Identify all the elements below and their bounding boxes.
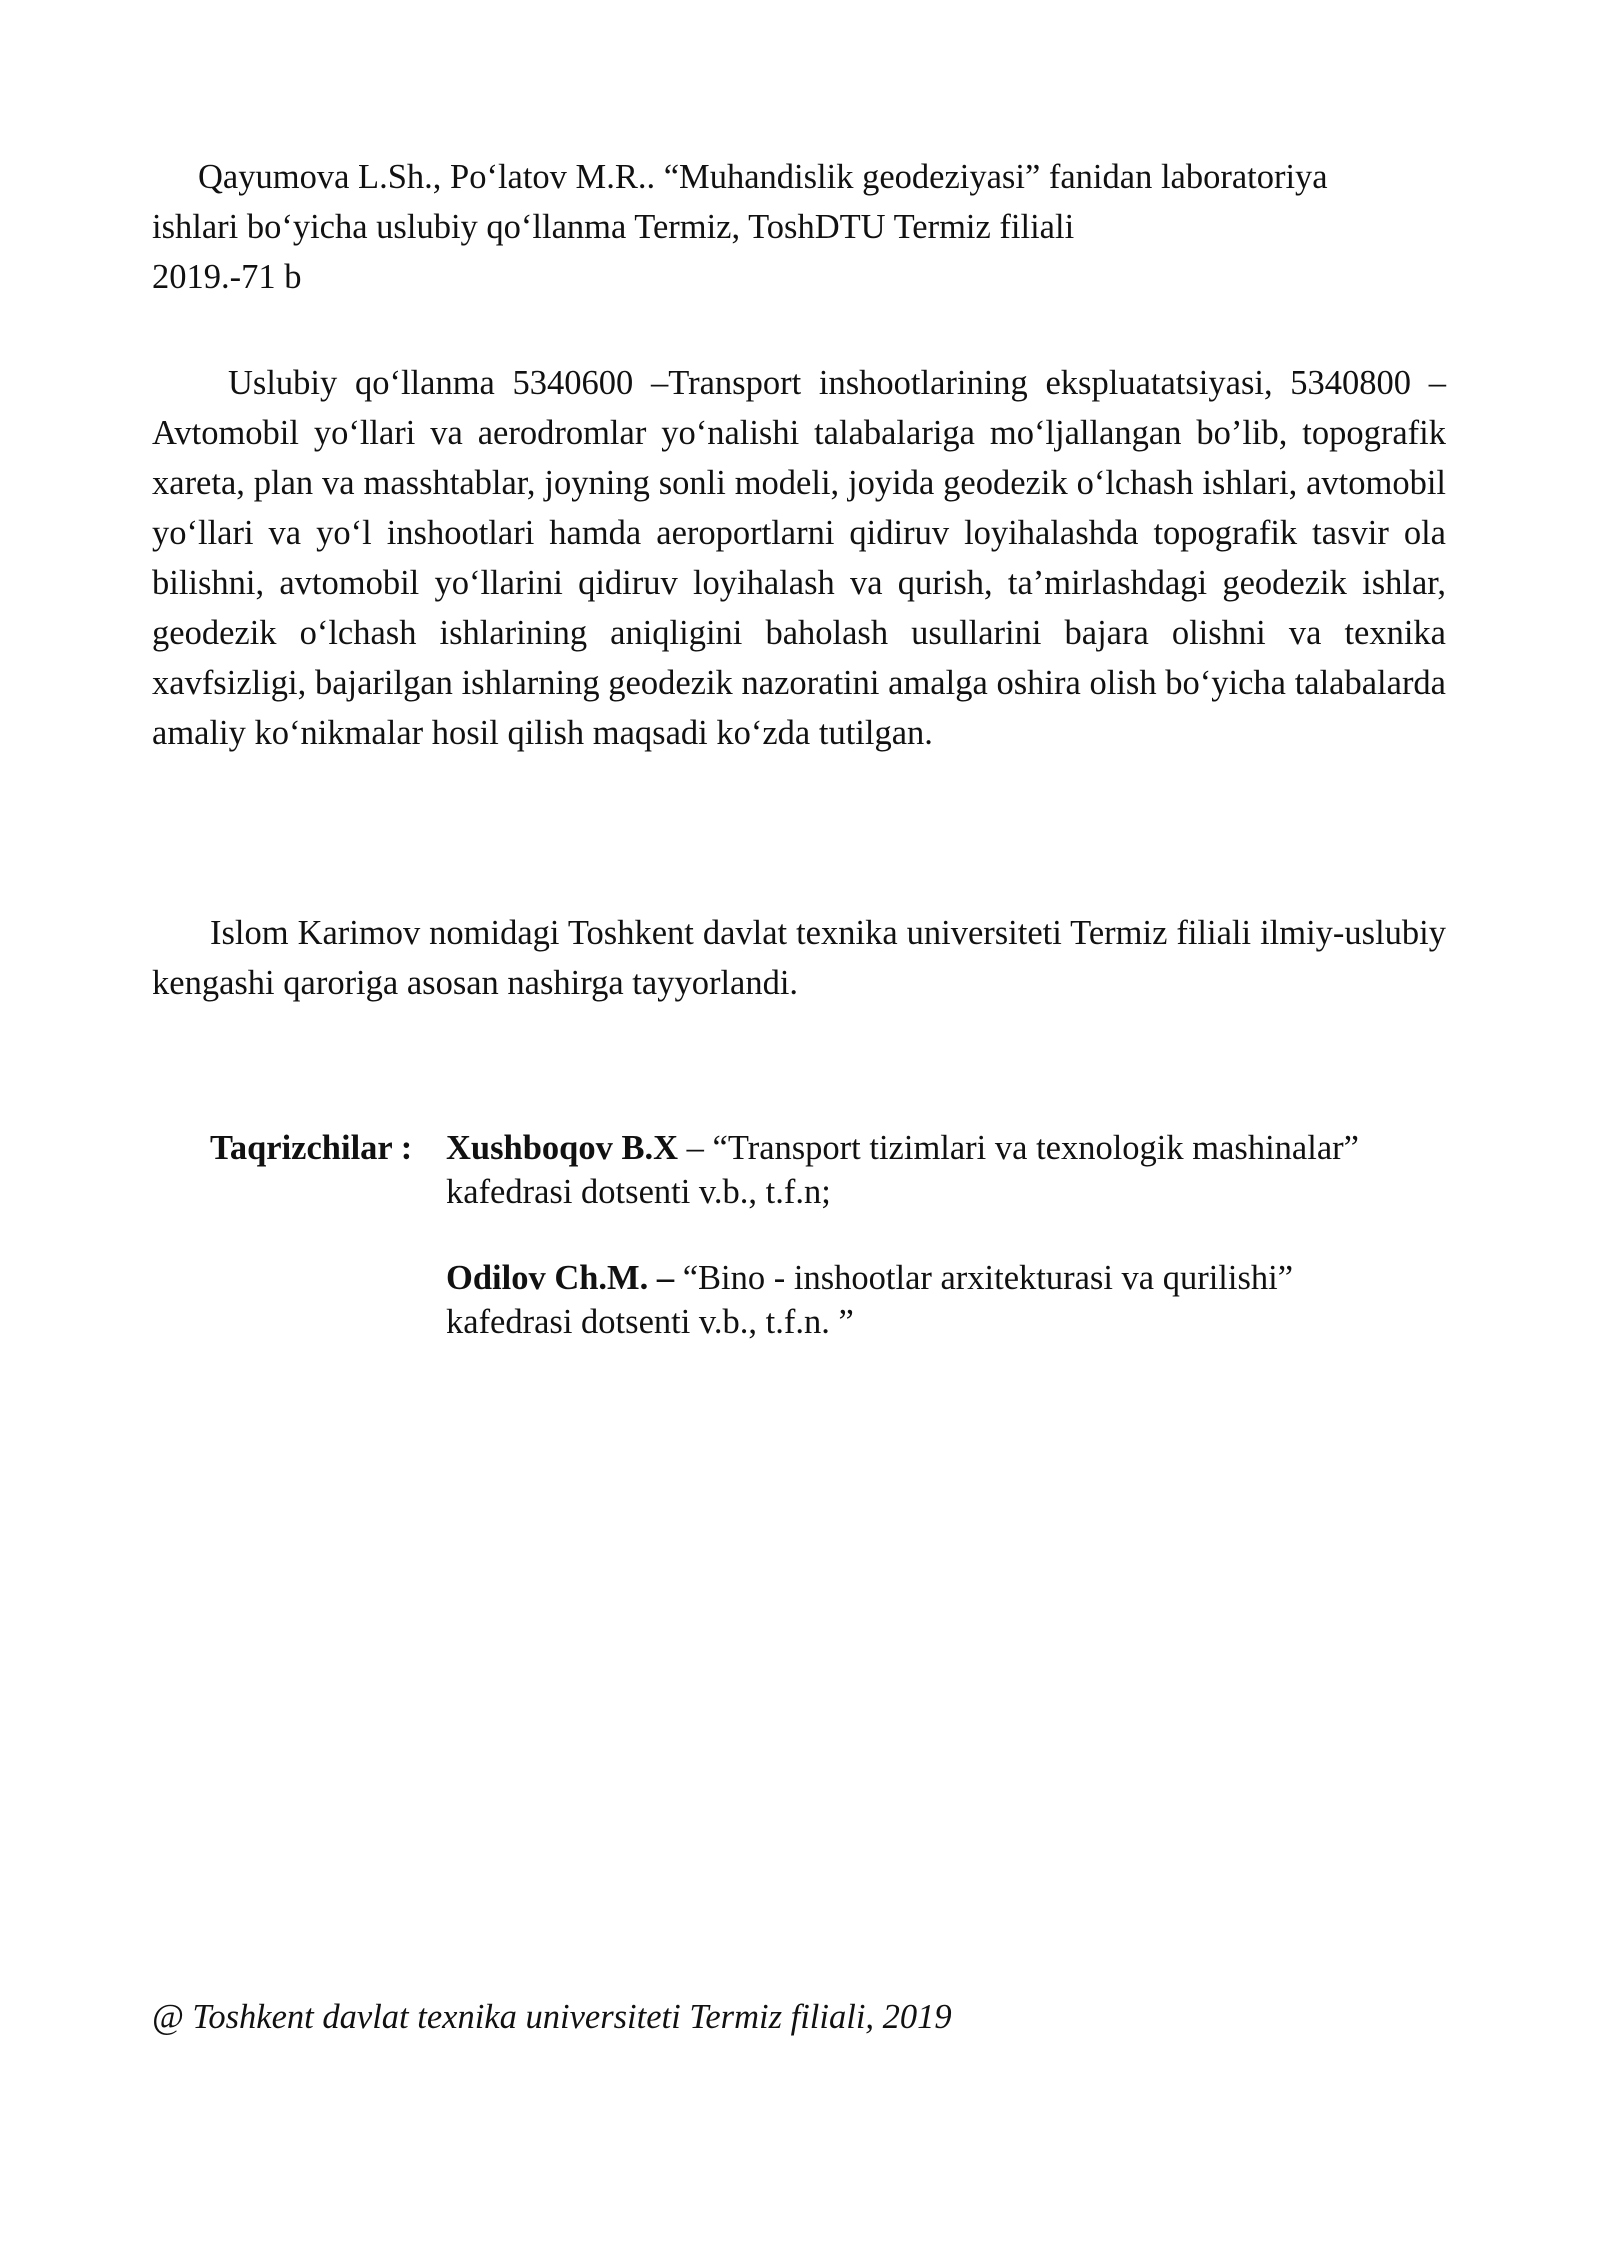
reviewer-dash: – (678, 1129, 713, 1167)
reviewer-name: Odilov Ch.M. – (446, 1259, 675, 1297)
reviewer-name: Xushboqov B.X (446, 1129, 679, 1167)
reviewer-position: kafedrasi dotsenti v.b., t.f.n. ” (446, 1303, 854, 1341)
reviewer-entry (210, 1126, 1460, 1214)
abstract-paragraph: Uslubiy qoʻllanma 5340600 –Transport inshootlarining ekspluatatsiyasi, 5340800 – Avtomobil yoʻllari va aerodromlar yoʻnalishi talabalariga moʻljallangan bo’lib, topografik xareta, plan va masshtablar, joyning sonli modeli, joyida geodezik oʻlchash ishlari, avtomobil yoʻllari va yoʻl inshootlari hamda aeroportlarni qidiruv loyihalashda topografik tasvir ola bilishni, avtomobil yoʻllarini qidiruv loyihalash va qurish, ta’mirlashdagi geodezik ishlar, geodezik oʻlchash ishlarining aniqligini baholash usullarini bajara olishni va texnika xavfsizligi, bajarilgan ishlarning geodezik nazoratini amalga oshira olish boʻyicha talabalarda amaliy koʻnikmalar hosil qilish maqsadi koʻzda tutilgan. (152, 364, 1446, 752)
bibliographic-reference (152, 152, 1446, 302)
reviewer-details (446, 1126, 1460, 1214)
reviewer-department: “Transport tizimlari va texnologik mashinalar” (712, 1129, 1359, 1167)
biblio-line-title: ishlari boʻyicha uslubiy qoʻllanma Termiz, ToshDTU Termiz filiali (152, 208, 1075, 246)
copyright-notice: @ Toshkent davlat texnika universiteti Termiz filiali, 2019 (152, 1998, 952, 2036)
reviewer-department: “Bino - inshootlar arxitekturasi va qurilishi” (682, 1259, 1294, 1297)
reviewer-position: kafedrasi dotsenti v.b., t.f.n; (446, 1173, 831, 1211)
biblio-line-authors: Qayumova L.Sh., Poʻlatov M.R.. “Muhandislik geodeziyasi” fanidan laboratoriya (198, 158, 1328, 196)
reviewer-details (446, 1256, 1460, 1344)
reviewer-dash (674, 1259, 683, 1297)
reviewers-label: Taqrizchilar : (210, 1129, 413, 1167)
approval-paragraph: Islom Karimov nomidagi Toshkent davlat texnika universiteti Termiz filiali ilmiy-uslubiy kengashi qaroriga asosan nashirga tayyorlandi. (152, 914, 1446, 1002)
biblio-line-year: 2019.-71 b (152, 258, 302, 296)
reviewers-section (210, 1126, 1460, 1344)
reviewer-entry (210, 1256, 1460, 1344)
